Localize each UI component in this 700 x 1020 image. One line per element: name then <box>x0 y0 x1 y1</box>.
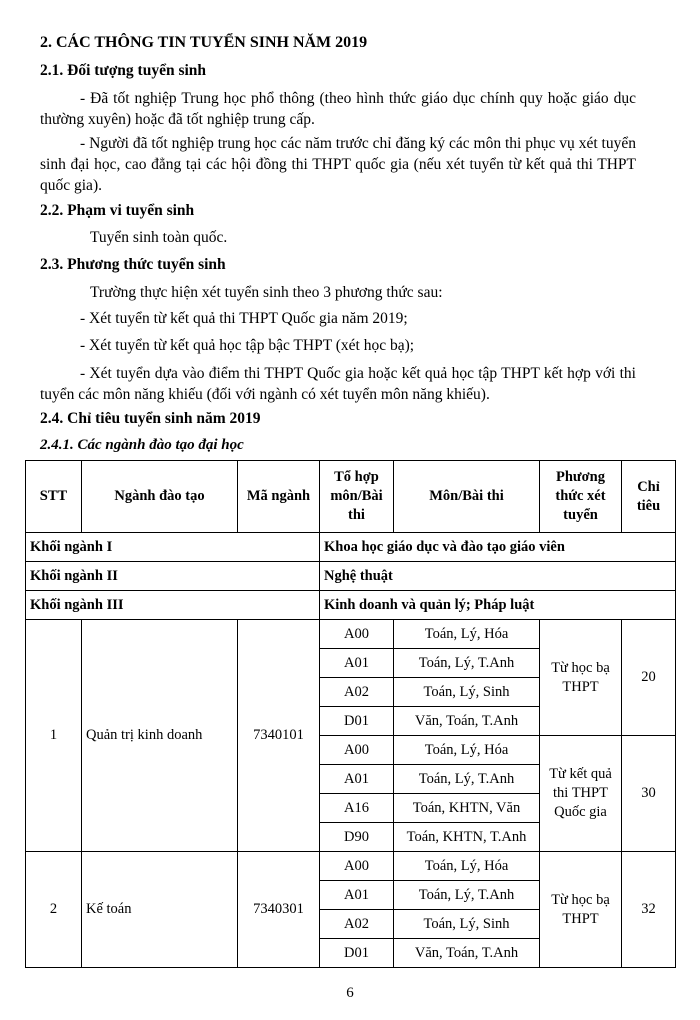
admissions-table <box>25 460 676 968</box>
group-description: Kinh doanh và quản lý; Pháp luật <box>320 591 676 620</box>
admission-method: Từ kết quả thi THPT Quốc gia <box>540 736 622 852</box>
header-major: Ngành đào tạo <box>82 461 238 533</box>
combo-subjects: Toán, Lý, T.Anh <box>394 881 540 910</box>
combo-subjects: Toán, Lý, T.Anh <box>394 649 540 678</box>
admission-method: Từ học bạ THPT <box>540 620 622 736</box>
method-item-1: - Xét tuyển từ kết quả thi THPT Quốc gia năm 2019; <box>80 310 408 327</box>
combo-subjects: Toán, KHTN, T.Anh <box>394 823 540 852</box>
section-2-1-paragraph-2: - Người đã tốt nghiệp trung học các năm trước chỉ đăng ký các môn thi phục vụ xét tuyển sinh đại học, cao đẳng tại các hội đồng thi THPT quốc gia (nếu xét tuyển từ kết quả thi THPT quốc gia). <box>40 135 636 194</box>
program-code: 7340301 <box>238 852 320 968</box>
combo-subjects: Văn, Toán, T.Anh <box>394 939 540 968</box>
combo-code: A01 <box>320 649 394 678</box>
program-stt: 2 <box>26 852 82 968</box>
section-2-4-title: 2.4. Chỉ tiêu tuyển sinh năm 2019 <box>40 410 261 427</box>
admission-quota: 30 <box>622 736 676 852</box>
program-stt: 1 <box>26 620 82 852</box>
combo-code: A01 <box>320 765 394 794</box>
group-name: Khối ngành III <box>26 591 320 620</box>
section-2-2-title: 2.2. Phạm vi tuyển sinh <box>40 202 195 219</box>
table-row <box>26 620 676 649</box>
section-heading: 2. CÁC THÔNG TIN TUYỂN SINH NĂM 2019 <box>40 34 368 51</box>
combo-code: A02 <box>320 678 394 707</box>
method-item-3: - Xét tuyển dựa vào điểm thi THPT Quốc gia hoặc kết quả học tập THPT kết hợp với thi tuyển các môn năng khiếu (đối với ngành có xét tuyển môn năng khiếu). <box>40 365 636 403</box>
admission-method: Từ học bạ THPT <box>540 852 622 968</box>
group-name: Khối ngành II <box>26 562 320 591</box>
combo-subjects: Toán, Lý, Hóa <box>394 736 540 765</box>
combo-code: D01 <box>320 939 394 968</box>
table-group-row <box>26 562 676 591</box>
combo-code: A02 <box>320 910 394 939</box>
group-description: Khoa học giáo dục và đào tạo giáo viên <box>320 533 676 562</box>
combo-code: A16 <box>320 794 394 823</box>
combo-code: D01 <box>320 707 394 736</box>
header-combo: Tổ hợp môn/Bài thi <box>320 461 394 533</box>
admission-quota: 20 <box>622 620 676 736</box>
method-item-2: - Xét tuyển từ kết quả học tập bậc THPT (xét học bạ); <box>80 337 415 354</box>
combo-subjects: Toán, KHTN, Văn <box>394 794 540 823</box>
header-code: Mã ngành <box>238 461 320 533</box>
section-2-1-title: 2.1. Đối tượng tuyển sinh <box>40 62 207 79</box>
combo-code: A01 <box>320 881 394 910</box>
admission-quota: 32 <box>622 852 676 968</box>
combo-subjects: Toán, Lý, T.Anh <box>394 765 540 794</box>
combo-code: D90 <box>320 823 394 852</box>
group-name: Khối ngành I <box>26 533 320 562</box>
section-2-3-title: 2.3. Phương thức tuyển sinh <box>40 256 226 273</box>
section-2-3-intro: Trường thực hiện xét tuyển sinh theo 3 phương thức sau: <box>90 284 443 301</box>
combo-subjects: Toán, Lý, Sinh <box>394 910 540 939</box>
section-2-1-paragraph-1: - Đã tốt nghiệp Trung học phổ thông (theo hình thức giáo dục chính quy hoặc giáo dục thường xuyên) hoặc đã tốt nghiệp trung cấp. <box>40 90 636 128</box>
combo-code: A00 <box>320 736 394 765</box>
group-description: Nghệ thuật <box>320 562 676 591</box>
combo-code: A00 <box>320 852 394 881</box>
program-name: Quản trị kinh doanh <box>82 620 238 852</box>
table-row <box>26 852 676 881</box>
table-group-row <box>26 533 676 562</box>
program-code: 7340101 <box>238 620 320 852</box>
combo-subjects: Toán, Lý, Hóa <box>394 620 540 649</box>
table-header-row <box>26 461 676 533</box>
combo-code: A00 <box>320 620 394 649</box>
combo-subjects: Văn, Toán, T.Anh <box>394 707 540 736</box>
table-group-row <box>26 591 676 620</box>
header-quota: Chỉ tiêu <box>622 461 676 533</box>
header-stt: STT <box>26 461 82 533</box>
header-subjects: Môn/Bài thi <box>394 461 540 533</box>
page-number: 6 <box>346 985 354 1001</box>
header-method: Phương thức xét tuyển <box>540 461 622 533</box>
section-2-2-text: Tuyển sinh toàn quốc. <box>90 229 228 246</box>
section-2-4-1-subtitle: 2.4.1. Các ngành đào tạo đại học <box>40 437 244 453</box>
program-name: Kế toán <box>82 852 238 968</box>
combo-subjects: Toán, Lý, Hóa <box>394 852 540 881</box>
combo-subjects: Toán, Lý, Sinh <box>394 678 540 707</box>
